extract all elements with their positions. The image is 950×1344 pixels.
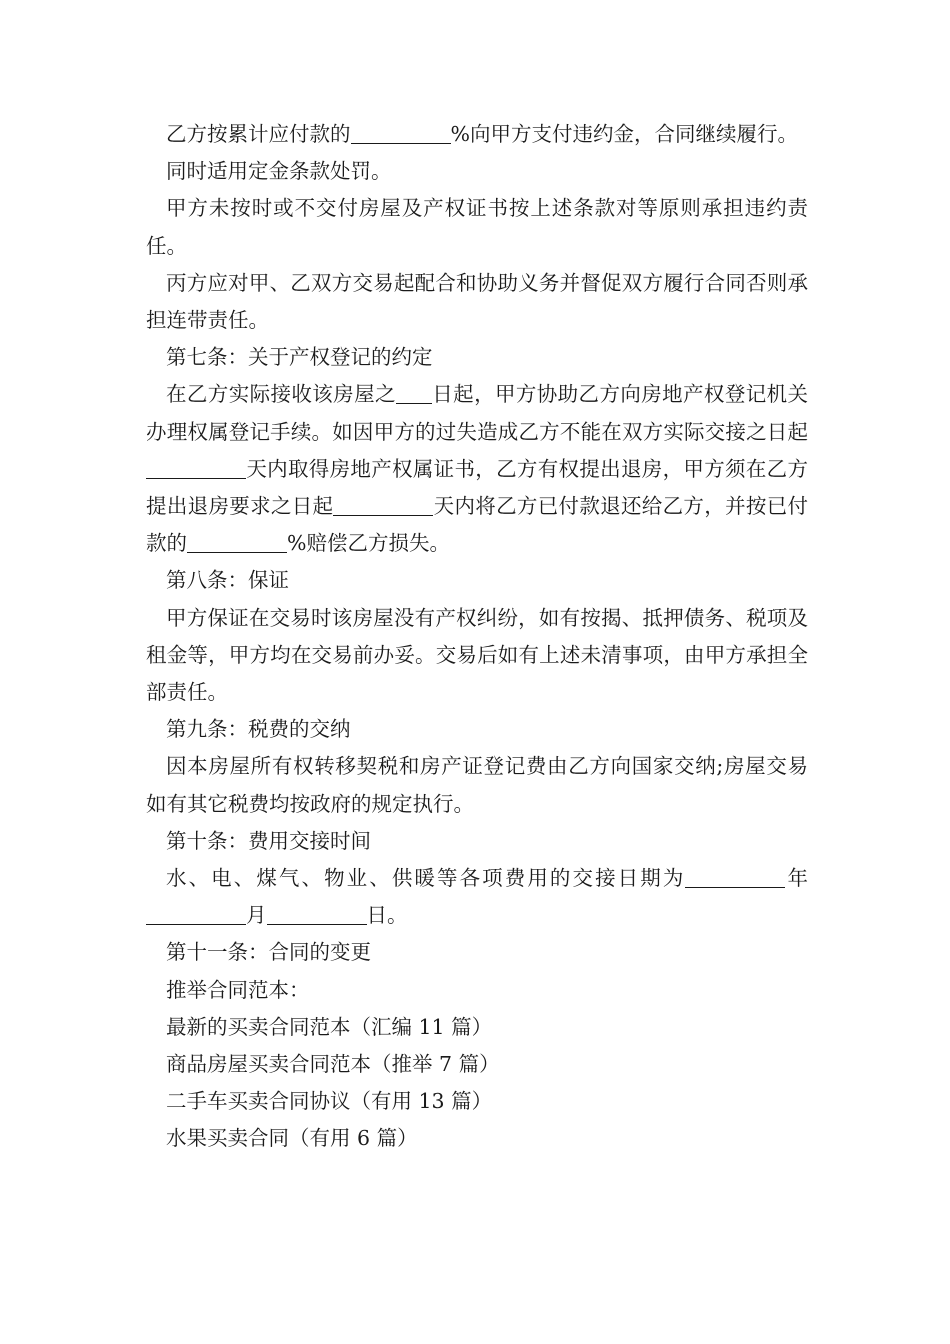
paragraph-taxes — [146, 748, 808, 822]
recommended-item — [146, 1046, 808, 1083]
paragraph-fee-handover — [146, 860, 808, 934]
text-segment: 月 — [246, 903, 267, 928]
text-segment: 甲方未按时或不交付房屋及产权证书按上述条款对等原则承担违约责任。 — [146, 196, 808, 258]
text-segment: 推举合同范本： — [166, 977, 310, 1002]
text-segment: 甲方保证在交易时该房屋没有产权纠纷，如有按揭、抵押债务、税项及租金等，甲方均在交易前办妥。交易后如有上述未清事项，由甲方承担全部责任。 — [146, 605, 808, 705]
fill-blank — [351, 123, 451, 145]
text-segment: 天内取得房地产权属证书，乙方有权提出退房，甲方须在乙方提出退房要求之日起 — [146, 456, 808, 519]
recommended-item — [146, 1120, 808, 1157]
recommended-item — [146, 1009, 808, 1046]
text-segment: 第九条：税费的交纳 — [166, 717, 351, 742]
text-segment: 最新的买卖合同范本（汇编 11 篇） — [166, 1014, 493, 1039]
paragraph-party-a-liability — [146, 190, 808, 264]
fill-blank — [267, 904, 367, 926]
text-segment: %赔偿乙方损失。 — [287, 531, 450, 556]
heading-article-11 — [146, 934, 808, 971]
text-segment: 商品房屋买卖合同范本（推举 7 篇） — [166, 1052, 500, 1077]
text-segment: 日。 — [366, 903, 408, 928]
text-segment: 乙方按累计应付款的 — [166, 122, 351, 146]
text-segment: 第七条：关于产权登记的约定 — [166, 345, 433, 370]
text-segment: 因本房屋所有权转移契税和房产证登记费由乙方向国家交纳;房屋交易如有其它税费均按政府的规定执行。 — [146, 754, 808, 816]
recommended-heading — [146, 972, 808, 1009]
text-segment: 丙方应对甲、乙双方交易起配合和协助义务并督促双方履行合同否则承担连带责任。 — [146, 270, 808, 333]
paragraph-party-c-liability — [146, 265, 808, 339]
paragraph-penalty — [146, 116, 808, 153]
fill-blank — [685, 867, 785, 889]
text-segment: 年 — [785, 866, 809, 891]
recommended-item — [146, 1083, 808, 1120]
text-segment: 水、电、煤气、物业、供暖等各项费用的交接日期为 — [166, 866, 686, 891]
text-segment: 在乙方实际接收该房屋之 — [166, 382, 396, 407]
text-segment: 同时适用定金条款处罚。 — [166, 159, 392, 184]
fill-blank — [333, 495, 433, 517]
text-segment: 二手车买卖合同协议（有用 13 篇） — [166, 1089, 493, 1114]
heading-article-8 — [146, 562, 808, 599]
fill-blank — [146, 457, 246, 479]
heading-article-9 — [146, 711, 808, 748]
text-segment: 天内将乙方已付款退还给乙方，并按已付款的 — [146, 494, 809, 556]
text-segment: %向甲方支付违约金，合同继续履行。 — [450, 122, 798, 146]
text-segment: 日起，甲方协助乙方向房地产权登记机关办理权属登记手续。如因甲方的过失造成乙方不能在双方实际交接之日起 — [146, 382, 809, 444]
paragraph-guarantee — [146, 600, 808, 712]
text-segment: 第十一条：合同的变更 — [166, 940, 371, 965]
text-segment: 第十条：费用交接时间 — [166, 828, 371, 853]
document-page — [146, 116, 808, 1158]
text-segment: 第八条：保证 — [166, 568, 289, 593]
heading-article-10 — [146, 823, 808, 860]
heading-article-7 — [146, 339, 808, 376]
fill-blank — [396, 383, 432, 405]
paragraph-deposit — [146, 153, 808, 190]
text-segment: 水果买卖合同（有用 6 篇） — [166, 1126, 418, 1151]
fill-blank — [187, 532, 287, 554]
paragraph-registration — [146, 376, 808, 562]
fill-blank — [146, 904, 246, 926]
